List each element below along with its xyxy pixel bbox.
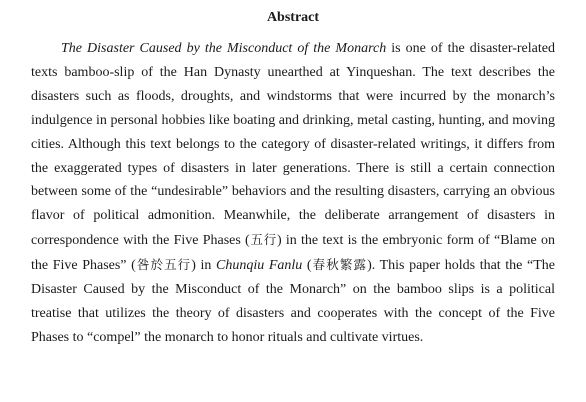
text-run: is one of the disaster-related texts bamboo-slip of the Han Dynasty unearthed at Yinqueshan. The text describes the disasters such as floods, droughts, and windstorms that were incurred by the monarch’s indulgence in personal hobbies like boating and drinking, metal casting, hunting, and moving cities. Although this text belongs to the category of disaster-related writings, it differs from the exaggerated types of disasters in later generations. There is still a certain connection between some of the “undesirable” behaviors and the resulting disasters, carrying an obvious flavor of political admonition. Meanwhile, the deliberate arrangement of disasters in correspondence with the Five Phases ( xyxy=(31,41,555,249)
text-run: ) in the text is the embryonic form of “Blame on the Five Phases” ( xyxy=(31,233,555,274)
text-run: ( xyxy=(302,258,312,274)
text-title-italic-chunqiu: Chunqiu Fanlu xyxy=(216,258,303,274)
text-run: ) in xyxy=(191,258,217,274)
abstract-heading: Abstract xyxy=(266,10,320,25)
text-title-italic: The Disaster Caused by the Misconduct of the Monarch xyxy=(61,41,387,56)
abstract-paragraph xyxy=(31,37,555,350)
text-run: ). This paper holds that the “The Disaster Caused by the Misconduct of the Monarch” on the bamboo slips is a political treatise that utilizes the theory of disasters and cooperates with the concept of the Five Phases to “compel” the monarch to honor rituals and cultivate virtues. xyxy=(31,258,555,345)
text-cjk-five-phases: 五行 xyxy=(249,232,277,248)
text-cjk-blame-five-phases: 咎於五行 xyxy=(135,257,192,273)
text-cjk-chunqiu-fanlu: 春秋繁露 xyxy=(311,257,368,273)
abstract-section xyxy=(31,0,555,350)
